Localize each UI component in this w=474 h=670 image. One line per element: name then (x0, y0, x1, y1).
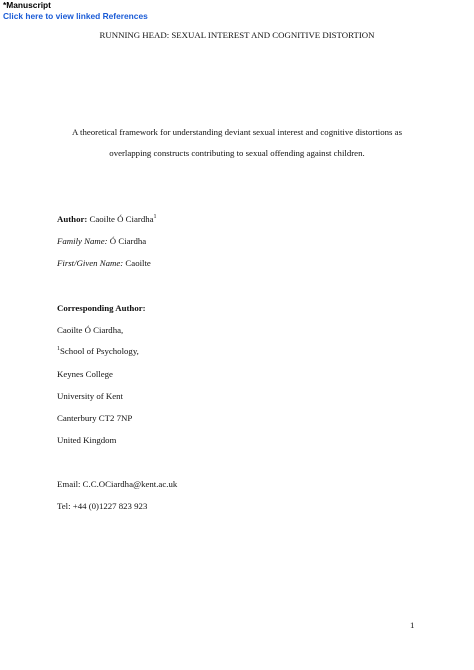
manuscript-stamp (3, 0, 148, 22)
page-number: 1 (410, 620, 415, 630)
affiliation-text: School of Psychology, (60, 346, 139, 356)
family-name-value: Ó Ciardha (109, 236, 147, 246)
running-head: RUNNING HEAD: SEXUAL INTEREST AND COGNITIVE DISTORTION (99, 30, 375, 40)
affiliation-line (57, 346, 139, 357)
given-name-value: Caoilte (125, 258, 151, 268)
author-superscript: 1 (153, 214, 157, 221)
linked-references-link[interactable]: Click here to view linked References (3, 11, 148, 21)
address-line-1: Keynes College (57, 369, 113, 379)
given-name-line (57, 258, 151, 269)
title-line-1: A theoretical framework for understanding deviant sexual interest and cognitive distortions as (71, 127, 403, 137)
author-label: Author: (57, 214, 88, 224)
family-name-line (57, 236, 146, 247)
corresponding-heading (57, 303, 146, 314)
affiliation-superscript: 1 (57, 346, 60, 353)
corresponding-name: Caoilte Ó Ciardha, (57, 325, 124, 335)
author-line (57, 214, 157, 225)
tel-line: Tel: +44 (0)1227 823 923 (57, 501, 148, 511)
address-line-3: Canterbury CT2 7NP (57, 413, 133, 423)
address-line-4: United Kingdom (57, 435, 117, 445)
corresponding-label: Corresponding Author: (57, 303, 146, 313)
author-name: Caoilte Ó Ciardha (89, 214, 154, 224)
manuscript-label: *Manuscript (3, 0, 51, 10)
email-line: Email: C.C.OCiardha@kent.ac.uk (57, 479, 178, 489)
family-name-label: Family Name: (57, 236, 108, 246)
address-line-2: University of Kent (57, 391, 123, 401)
given-name-label: First/Given Name: (57, 258, 124, 268)
title-line-2: overlapping constructs contributing to sexual offending against children. (109, 148, 365, 158)
